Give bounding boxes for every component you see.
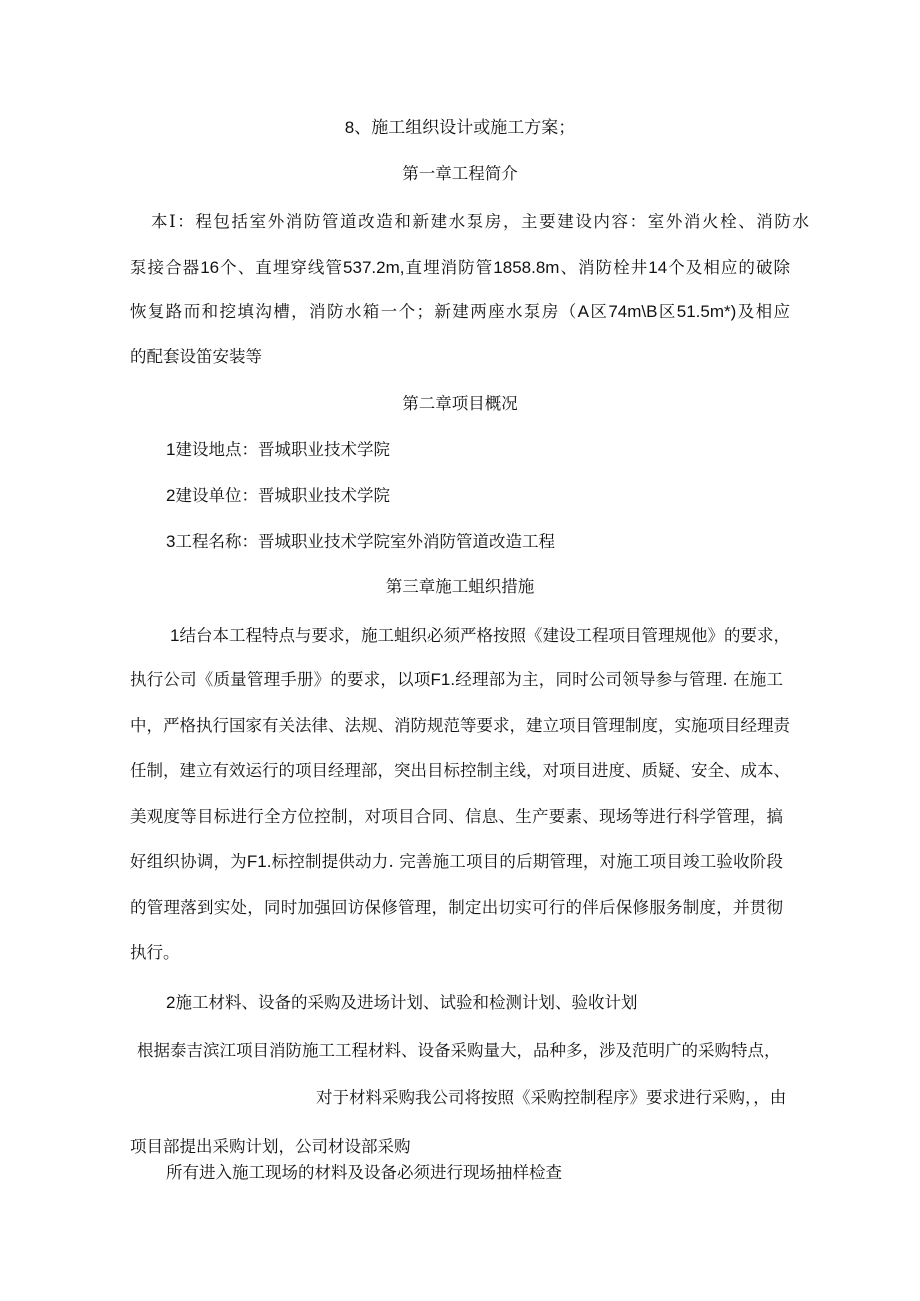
item-text: 建设地点：晋城职业技术学院 — [175, 440, 390, 459]
chapter3-para1-line-7: 的管理落到实处，同时加强回访保修管理，制定出切实可行的伴后保修服务制度，并贯彻 — [130, 898, 783, 917]
chapter3-para2-line-3: 项目部提出采购计划，公司材设部采购 — [130, 1137, 411, 1156]
text-run: 、消防栓井 — [559, 258, 649, 277]
item-text: 施工材料、设备的采购及进场计划、试验和检测计划、验收计划 — [175, 993, 638, 1012]
chapter1-line-3 — [130, 301, 790, 323]
chapter3-para2-line-1: 根据泰吉滨江项目消防施工工程材料、设备采购量大，品种多，涉及范明广的采购特点， — [137, 1041, 781, 1060]
chapter1-line-1 — [151, 211, 809, 233]
chapter3-para1-line-2 — [130, 669, 783, 691]
item-text: 工程名称：晋城职业技术学院室外消防管道改造工程 — [175, 532, 555, 551]
item-number: 3 — [166, 532, 176, 551]
chapter1-line-4: 的配套设笛安装等 — [130, 347, 262, 366]
chapter3-para1-line-4: 任制，建立有效运行的项目经理部，突出目标控制主线，对项目进度、质疑、安全、成本、 — [130, 761, 790, 780]
text-run: 51.5m*) — [676, 302, 737, 321]
project-item-1 — [166, 439, 390, 461]
text-run: 1 — [170, 626, 180, 645]
text-run: 及相应 — [736, 302, 791, 321]
text-run: 好组织协调，为 — [130, 852, 247, 871]
text-run: 537.2m, — [343, 258, 405, 277]
section-title-text: 8、施工组织设计或施工方案； — [344, 118, 576, 137]
project-item-2 — [166, 485, 390, 507]
text-run: 结台本工程特点与要求，施工蛆织必须严格按照《建设工程项目管理规他》的要求， — [179, 626, 790, 645]
text-run: 经理部为主，同时公司领导参与管理. 在施工 — [455, 670, 783, 689]
text-run: 泵接合器 — [130, 258, 201, 277]
item-number: 1 — [166, 440, 176, 459]
project-item-3 — [166, 531, 555, 553]
text-run: 1858.8m — [493, 258, 560, 277]
text-run: 14 — [648, 258, 668, 277]
text-run: 区 — [657, 302, 677, 321]
text-run: A — [577, 302, 589, 321]
chapter3-title: 第三章施工蛆织措施 — [385, 577, 535, 596]
text-run: 执行公司《质量管理手册》的要求，以项 — [130, 670, 431, 689]
text-run: F1. — [246, 852, 272, 871]
text-run: 标控制提供动力. 完善施工项目的后期管理，对施工项目竣工验收阶段 — [271, 852, 783, 871]
chapter3-para2-line-4: 所有进入施工现场的材料及设备必须进行现场抽样检查 — [166, 1163, 562, 1182]
text-run: 直埋消防管 — [404, 258, 494, 277]
text-run: 本I： — [151, 212, 196, 231]
chapter1-title: 第一章工程简介 — [402, 164, 518, 183]
section-title — [0, 117, 920, 139]
chapter3-para2-line-2: 对于材料采购我公司将按照《采购控制程序》要求进行采购，，由 — [316, 1088, 787, 1107]
text-run: 区 — [589, 302, 609, 321]
text-run: 恢复路而和挖填沟槽，消防水箱一个；新建两座水泵房（ — [130, 302, 578, 321]
item-text: 建设单位：晋城职业技术学院 — [175, 486, 390, 505]
chapter3-para1-line-6 — [130, 851, 783, 873]
chapter2-title: 第二章项目概况 — [402, 394, 518, 413]
chapter3-para1-line-8: 执行。 — [130, 943, 180, 962]
text-run: 74m\B — [608, 302, 658, 321]
text-run: 个、直埋穿线管 — [219, 258, 344, 277]
chapter3-para1-line-5: 美观度等目标进行全方位控制，对项目合同、信息、生产要素、现场等进行科学管理，搞 — [130, 807, 783, 826]
item-number: 2 — [166, 486, 176, 505]
chapter1-line-2 — [130, 257, 790, 279]
chapter3-para1-line-1 — [170, 625, 790, 647]
chapter3-para1-line-3: 中，严格执行国家有关法律、法规、消防规范等要求，建立项目管理制度，实施项目经理责 — [130, 716, 790, 735]
text-run: F1. — [430, 670, 456, 689]
text-run: 程包括室外消防管道改造和新建水泵房，主要建设内容：室外消火栓、消防水 — [195, 212, 809, 231]
item-number: 2 — [166, 993, 176, 1012]
text-run: 个及相应的破除 — [667, 258, 791, 277]
chapter3-item-2 — [166, 992, 637, 1014]
text-run: 16 — [200, 258, 220, 277]
